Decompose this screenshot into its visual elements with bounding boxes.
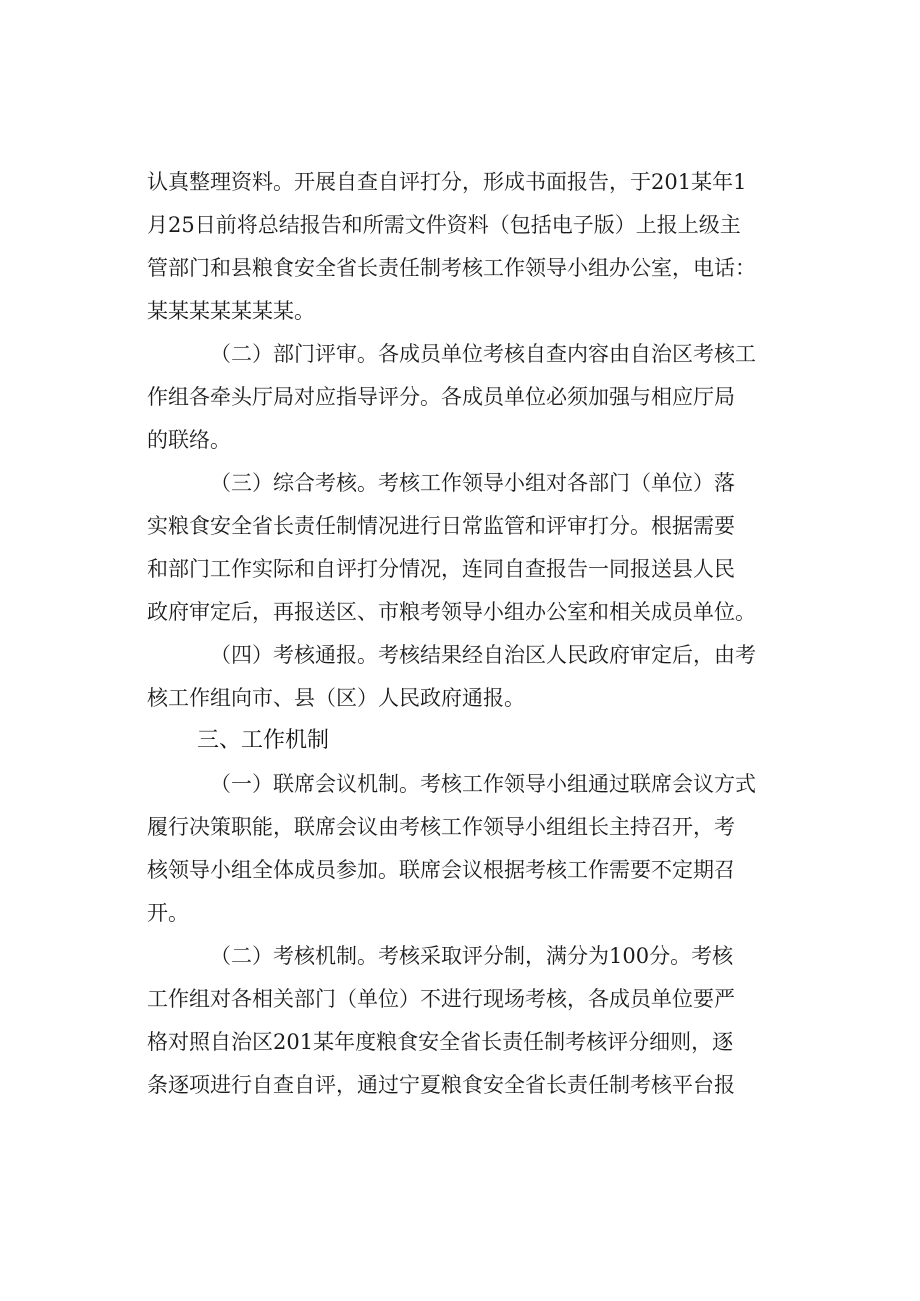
text-line: 格对照自治区201某年度粮食安全省长责任制考核评分细则，逐 [147,1030,734,1054]
text-line: 的联络。 [147,428,231,452]
text-line: 某某某某某某某。 [147,299,315,323]
section-heading: 三、工作机制 [197,728,330,753]
text-line: （四）考核通报。考核结果经自治区人民政府审定后，由考 [210,643,756,667]
text-line: 工作组对各相关部门（单位）不进行现场考核，各成员单位要严 [147,987,735,1011]
text-line: 核工作组向市、县（区）人民政府通报。 [147,686,525,710]
text-line: 条逐项进行自查自评，通过宁夏粮食安全省长责任制考核平台报 [147,1073,735,1097]
text-line: （二）部门评审。各成员单位考核自查内容由自治区考核工 [210,342,756,366]
text-line: 和部门工作实际和自评打分情况，连同自查报告一同报送县人民 [147,557,735,581]
text-line: （二）考核机制。考核采取评分制，满分为100分。考核 [210,944,734,968]
text-line: 认真整理资料。开展自查自评打分，形成书面报告，于201某年1 [147,170,747,194]
text-line: 实粮食安全省长责任制情况进行日常监管和评审打分。根据需要 [147,514,735,538]
text-line: 开。 [147,901,189,925]
text-line: 作组各牵头厅局对应指导评分。各成员单位必须加强与相应厅局 [147,385,735,409]
text-line: 月25日前将总结报告和所需文件资料（包括电子版）上报上级主 [147,213,741,237]
text-line: （一）联席会议机制。考核工作领导小组通过联席会议方式 [210,772,756,796]
text-line: 政府审定后，再报送区、市粮考领导小组办公室和相关成员单位。 [147,600,756,624]
text-line: 管部门和县粮食安全省长责任制考核工作领导小组办公室，电话： [147,256,756,280]
text-line: （三）综合考核。考核工作领导小组对各部门（单位）落 [210,471,735,495]
text-line: 核领导小组全体成员参加。联席会议根据考核工作需要不定期召 [147,858,735,882]
text-line: 履行决策职能，联席会议由考核工作领导小组组长主持召开，考 [147,815,735,839]
